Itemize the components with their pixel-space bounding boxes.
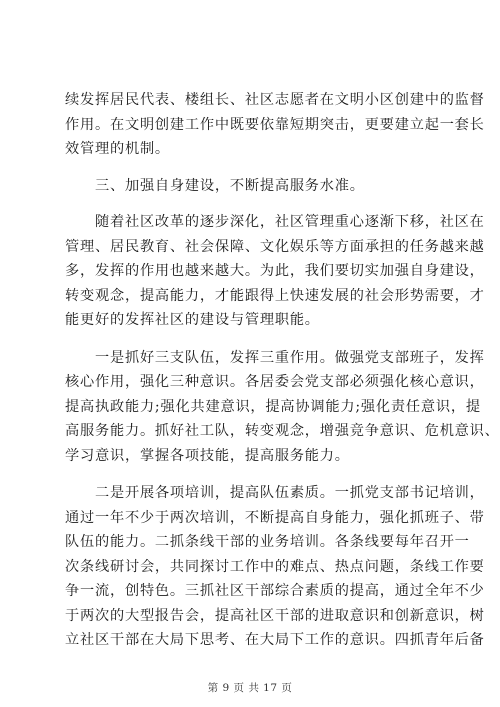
text-line: 管理、居民教育、社会保障、文化娱乐等方面承担的任务越来越: [65, 238, 485, 255]
text-line: 二是开展各项培训，提高队伍素质。一抓党支部书记培训，: [65, 485, 485, 501]
text-line: 于两次的大型报告会，提高社区干部的进取意识和创新意识，树: [65, 607, 485, 624]
text-line: 核心作用，强化三种意识。各居委会党支部必须强化核心意识，: [65, 374, 485, 390]
text-line: 提高执政能力;强化共建意识，提高协调能力;强化责任意识，提: [65, 398, 481, 415]
text-line: 一是抓好三支队伍，发挥三重作用。做强党支部班子，发挥: [65, 349, 485, 366]
text-line: 作用。在文明创建工作中既要依靠短期突击，更要建立起一套长: [65, 116, 485, 133]
text-line: 通过一年不少于两次培训，不断提高自身能力，强化抓班子、带: [65, 509, 485, 526]
text-line: 队伍的能力。二抓条线干部的业务培训。各条线要每年召开一: [65, 534, 470, 550]
document-body: [65, 88, 500, 653]
text-line: 次条线研讨会，共同探讨工作中的难点、热点问题，条线工作要: [65, 558, 485, 575]
text-line: 多，发挥的作用也越来越大。为此，我们要切实加强自身建设，: [65, 263, 485, 279]
text-line: 三、加强自身建设，不断提高服务水准。: [65, 177, 365, 194]
section-heading-three: [65, 174, 445, 199]
paragraph-monitoring-role: [65, 88, 485, 162]
text-line: 争一流，创特色。三抓社区干部综合素质的提高，通过全年不少: [65, 583, 485, 599]
paragraph-self-building: [65, 210, 485, 333]
text-line: 高服务能力。抓好社工队，转变观念，增强竞争意识、危机意识、: [65, 423, 500, 439]
page-number-footer: 第 9 页 共 17 页: [207, 682, 293, 694]
text-line: 学习意识，掌握各项技能，提高服务能力。: [65, 447, 350, 464]
paragraph-three-teams: [65, 346, 500, 469]
text-line: 随着社区改革的逐步深化，社区管理重心逐渐下移，社区在: [65, 214, 485, 230]
text-line: 立社区干部在大局下思考、在大局下工作的意识。四抓青年后备: [65, 632, 485, 648]
text-line: 续发挥居民代表、楼组长、社区志愿者在文明小区创建中的监督: [65, 92, 485, 108]
text-line: 效管理的机制。: [65, 141, 170, 157]
text-line: 转变观念，提高能力，才能跟得上快速发展的社会形势需要，才: [65, 287, 485, 304]
paragraph-training: [65, 481, 485, 653]
text-line: 能更好的发挥社区的建设与管理职能。: [65, 312, 320, 328]
